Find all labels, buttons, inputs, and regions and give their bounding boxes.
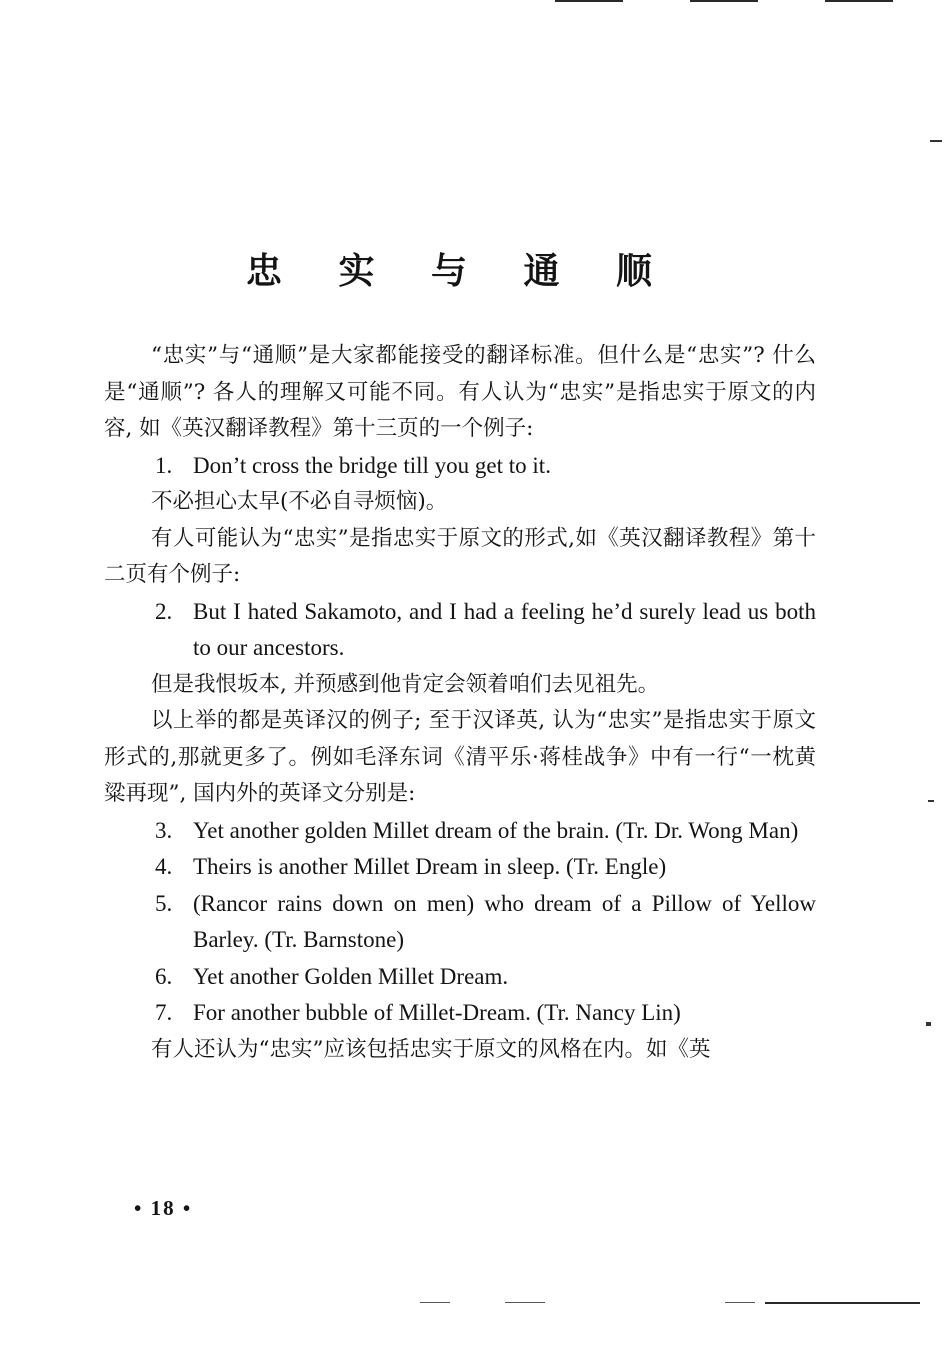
example-number: 3. xyxy=(155,817,173,843)
example-item xyxy=(104,886,816,959)
example-number: 4. xyxy=(155,854,173,879)
paragraph-chinese-to-english: 以上举的都是英译汉的例子; 至于汉译英, 认为“忠实”是指忠实于原文形式的,那就更多了。例如毛泽东词《清平乐·蒋桂战争》中有一行“一枕黄粱再现”, 国内外的英译文分别是: xyxy=(104,708,816,806)
margin-speck xyxy=(928,800,934,802)
example-text: For another bubble of Millet-Dream. (Tr. Nancy Lin) xyxy=(193,1000,681,1025)
translation-line: 不必担心太早(不必自寻烦恼)。 xyxy=(151,489,448,514)
paragraph-form: 有人可能认为“忠实”是指忠实于原文的形式,如《英汉翻译教程》第十二页有个例子: xyxy=(104,525,816,587)
bottom-scan-mark xyxy=(765,1302,920,1304)
example-item xyxy=(104,959,816,996)
body-text xyxy=(104,338,816,1068)
example-number: 6. xyxy=(155,963,173,989)
translation-line: 但是我恨坂本, 并预感到他肯定会领着咱们去见祖先。 xyxy=(151,671,660,697)
bottom-scan-mark xyxy=(505,1302,545,1303)
example-item xyxy=(104,448,816,485)
example-item xyxy=(104,813,816,850)
example-number: 2. xyxy=(155,598,173,624)
example-text: (Rancor rains down on men) who dream of a Pillow of Yellow Barley. (Tr. Barnstone) xyxy=(193,890,816,952)
example-text: Theirs is another Millet Dream in sleep. (Tr. Engle) xyxy=(193,854,667,879)
page-title: 忠 实 与 通 顺 xyxy=(245,250,675,292)
bottom-scan-mark xyxy=(725,1302,755,1303)
top-scan-mark xyxy=(555,0,623,2)
example-number: 1. xyxy=(155,452,173,478)
example-text: Don’t cross the bridge till you get to it. xyxy=(193,452,551,478)
example-text: Yet another golden Millet dream of the brain. (Tr. Dr. Wong Man) xyxy=(193,817,799,843)
paragraph-style: 有人还认为“忠实”应该包括忠实于原文的风格在内。如《英 xyxy=(151,1036,711,1062)
example-item xyxy=(104,995,816,1032)
margin-speck xyxy=(930,140,942,142)
example-text: But I hated Sakamoto, and I had a feeling he’d surely lead us both to our ancestors. xyxy=(193,598,816,660)
top-scan-mark xyxy=(825,0,893,2)
example-text: Yet another Golden Millet Dream. xyxy=(193,963,509,989)
example-item xyxy=(104,849,816,886)
paragraph-intro: “忠实”与“通顺”是大家都能接受的翻译标准。但什么是“忠实”? 什么是“通顺”? 各人的理解又可能不同。有人认为“忠实”是指忠实于原文的内容, 如《英汉翻译教程》第十三页的一个例子: xyxy=(104,343,816,441)
example-item xyxy=(104,594,816,667)
bottom-scan-mark xyxy=(420,1302,450,1303)
example-number: 7. xyxy=(155,1000,173,1025)
top-scan-mark xyxy=(690,0,758,2)
margin-speck xyxy=(926,1022,931,1026)
page-number: • 18 • xyxy=(134,1196,193,1220)
example-number: 5. xyxy=(155,890,173,916)
